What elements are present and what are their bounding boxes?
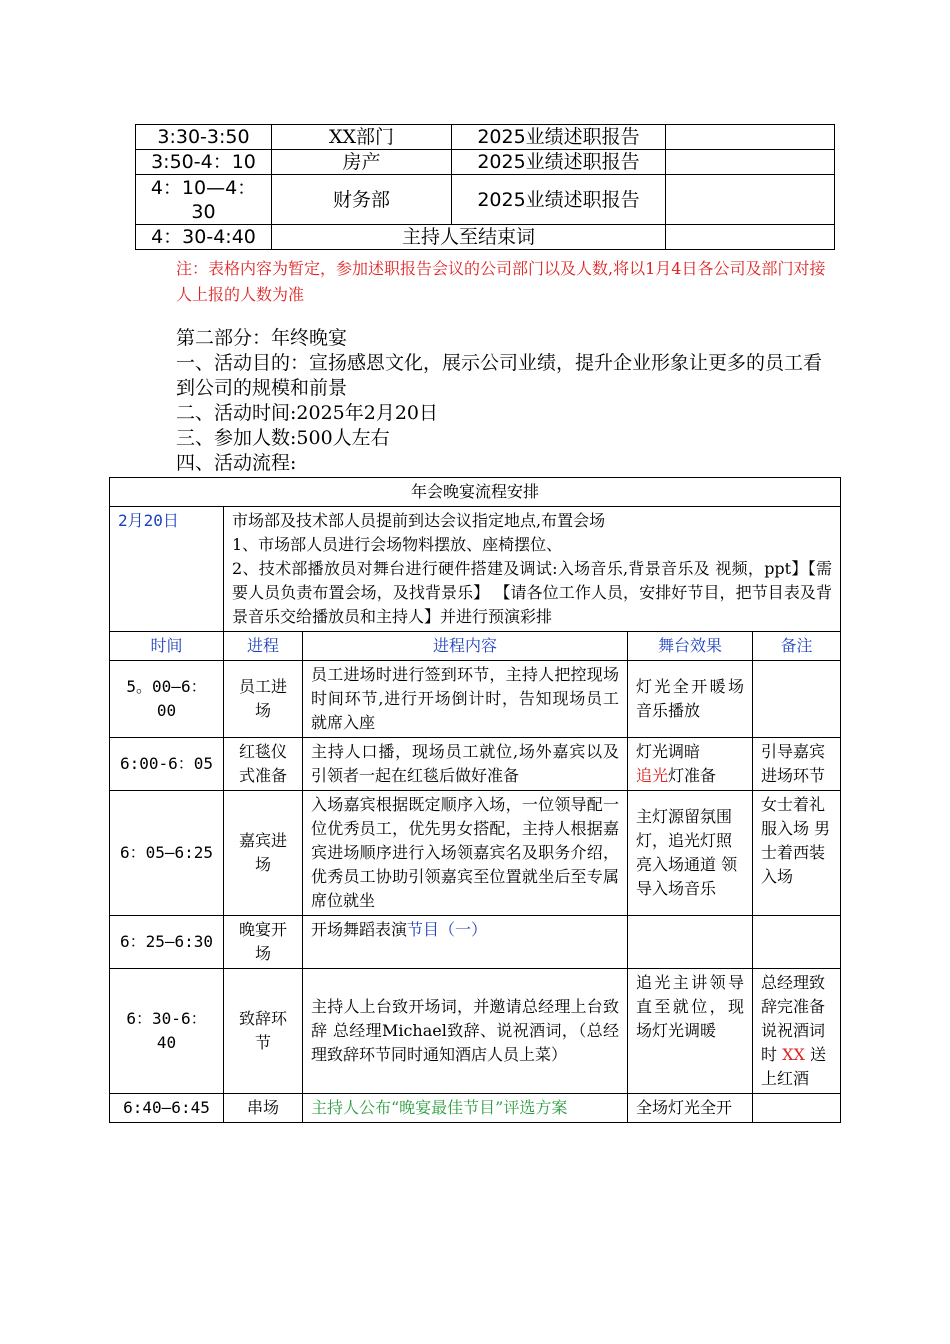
time-cell: 6：05—6:25 <box>110 791 224 916</box>
content-cell: 入场嘉宾根据既定顺序入场，一位领导配一位优秀员工，优先男女搭配，主持人根据嘉宾进场顺序进行入场领嘉宾名及职务介绍，优秀员工协助引领嘉宾至位置就坐后至专属席位就坐 <box>303 791 628 916</box>
dept-cell: 财务部 <box>272 175 452 225</box>
time-cell: 6：30-6：40 <box>110 969 224 1094</box>
prep-row <box>110 507 841 632</box>
prep-line: 2、技术部播放员对舞台进行硬件搭建及调试:入场音乐,背景音乐及 视频，ppt】【需要人员负责布置会场，及找背景乐】 【请各位工作人员，安排好节目，把节目表及背景音乐交给播放员和主持人】并进行预演彩排 <box>232 559 833 626</box>
table-row <box>136 150 835 175</box>
time-cell: 6:40—6:45 <box>110 1094 224 1123</box>
extra-cell <box>666 125 835 150</box>
time-cell: 6:00-6：05 <box>110 738 224 791</box>
people-text: 三、参加人数:500人左右 <box>176 427 390 449</box>
column-header: 舞台效果 <box>628 632 753 661</box>
dept-cell: 房产 <box>272 150 452 175</box>
column-header: 进程 <box>224 632 303 661</box>
table-title: 年会晚宴流程安排 <box>110 478 841 507</box>
table-row <box>110 661 841 738</box>
dept-cell: XX部门 <box>272 125 452 150</box>
remark-text: 总经理致辞完准备说祝酒词时 <box>761 973 826 1064</box>
effect-text: 灯准备 <box>668 766 717 785</box>
content-cell <box>303 916 628 969</box>
content-cell: 2025业绩述职报告 <box>452 125 666 150</box>
prep-line: 1、市场部人员进行会场物料摆放、座椅摆位、 <box>232 535 563 554</box>
effect-cell: 追光主讲领导直至就位，现场灯光调暖 <box>628 969 753 1094</box>
purpose-text: 一、活动目的：宣扬感恩文化，展示公司业绩，提升企业形象让更多的员工看到公司的规模和前景 <box>176 352 823 399</box>
flow-text: 四、活动流程: <box>176 452 297 474</box>
table-row <box>136 225 835 250</box>
prep-cell <box>224 507 841 632</box>
table-row <box>110 1094 841 1123</box>
remark-cell <box>753 969 841 1094</box>
remark-cell <box>753 661 841 738</box>
remark-cell: 女士着礼服入场 男士着西装入场 <box>753 791 841 916</box>
stage-cell: 红毯仪式准备 <box>224 738 303 791</box>
extra-cell <box>666 150 835 175</box>
time-text: 二、活动时间:2025年2月20日 <box>176 402 439 424</box>
note-text: 注：表格内容为暂定，参加述职报告会议的公司部门以及人数,将以1月4日各公司及部门对接人上报的人数为准 <box>176 259 826 304</box>
date-cell: 2月20日 <box>110 507 224 632</box>
column-header: 进程内容 <box>303 632 628 661</box>
program-number-text: 节目（一） <box>407 920 488 939</box>
effect-cell <box>628 738 753 791</box>
time-cell: 6：25—6:30 <box>110 916 224 969</box>
time-cell: 4：30-4:40 <box>136 225 272 250</box>
table-title-row <box>110 478 841 507</box>
stage-cell: 嘉宾进场 <box>224 791 303 916</box>
prep-line: 市场部及技术部人员提前到达会议指定地点,布置会场 <box>232 511 606 530</box>
effect-cell <box>628 916 753 969</box>
stage-cell: 致辞环节 <box>224 969 303 1094</box>
effect-text: 灯光调暗 <box>636 742 701 761</box>
section-heading: 第二部分：年终晚宴 <box>176 327 348 349</box>
remark-cell <box>753 916 841 969</box>
table-row <box>110 969 841 1094</box>
content-cell: 2025业绩述职报告 <box>452 150 666 175</box>
stage-cell: 晚宴开场 <box>224 916 303 969</box>
content-cell: 员工进场时进行签到环节，主持人把控现场时间环节,进行开场倒计时，告知现场员工就席入座 <box>303 661 628 738</box>
effect-cell: 灯光全开暖场音乐播放 <box>628 661 753 738</box>
placeholder-text: XX <box>782 1045 805 1064</box>
stage-cell: 串场 <box>224 1094 303 1123</box>
remark-cell <box>753 1094 841 1123</box>
merged-cell: 主持人至结束词 <box>272 225 666 250</box>
header-row <box>110 632 841 661</box>
follow-light-text: 追光 <box>636 766 669 785</box>
table-row <box>110 738 841 791</box>
remark-cell: 引导嘉宾进场环节 <box>753 738 841 791</box>
table-row <box>110 916 841 969</box>
time-cell: 4：10—4：30 <box>136 175 272 225</box>
table-row <box>110 791 841 916</box>
part2-section <box>176 326 826 476</box>
column-header: 备注 <box>753 632 841 661</box>
table-row <box>136 125 835 150</box>
banquet-program-table <box>109 477 841 1123</box>
remark-text: 送上红酒 <box>761 1045 826 1088</box>
table-row <box>136 175 835 225</box>
time-cell: 3:50-4：10 <box>136 150 272 175</box>
extra-cell <box>666 175 835 225</box>
content-cell: 2025业绩述职报告 <box>452 175 666 225</box>
report-schedule-table <box>135 124 835 250</box>
stage-cell: 员工进场 <box>224 661 303 738</box>
time-cell: 3:30-3:50 <box>136 125 272 150</box>
time-cell: 5。00—6：00 <box>110 661 224 738</box>
column-header: 时间 <box>110 632 224 661</box>
extra-cell <box>666 225 835 250</box>
content-cell: 主持人公布“晚宴最佳节目”评选方案 <box>303 1094 628 1123</box>
effect-cell: 主灯源留氛围灯，追光灯照亮入场通道 领导入场音乐 <box>628 791 753 916</box>
effect-cell: 全场灯光全开 <box>628 1094 753 1123</box>
content-cell: 主持人上台致开场词，并邀请总经理上台致辞 总经理Michael致辞、说祝酒词，（总经理致辞环节同时通知酒店人员上菜） <box>303 969 628 1094</box>
content-text: 开场舞蹈表演 <box>311 920 408 939</box>
content-cell: 主持人口播，现场员工就位,场外嘉宾以及引领者一起在红毯后做好准备 <box>303 738 628 791</box>
